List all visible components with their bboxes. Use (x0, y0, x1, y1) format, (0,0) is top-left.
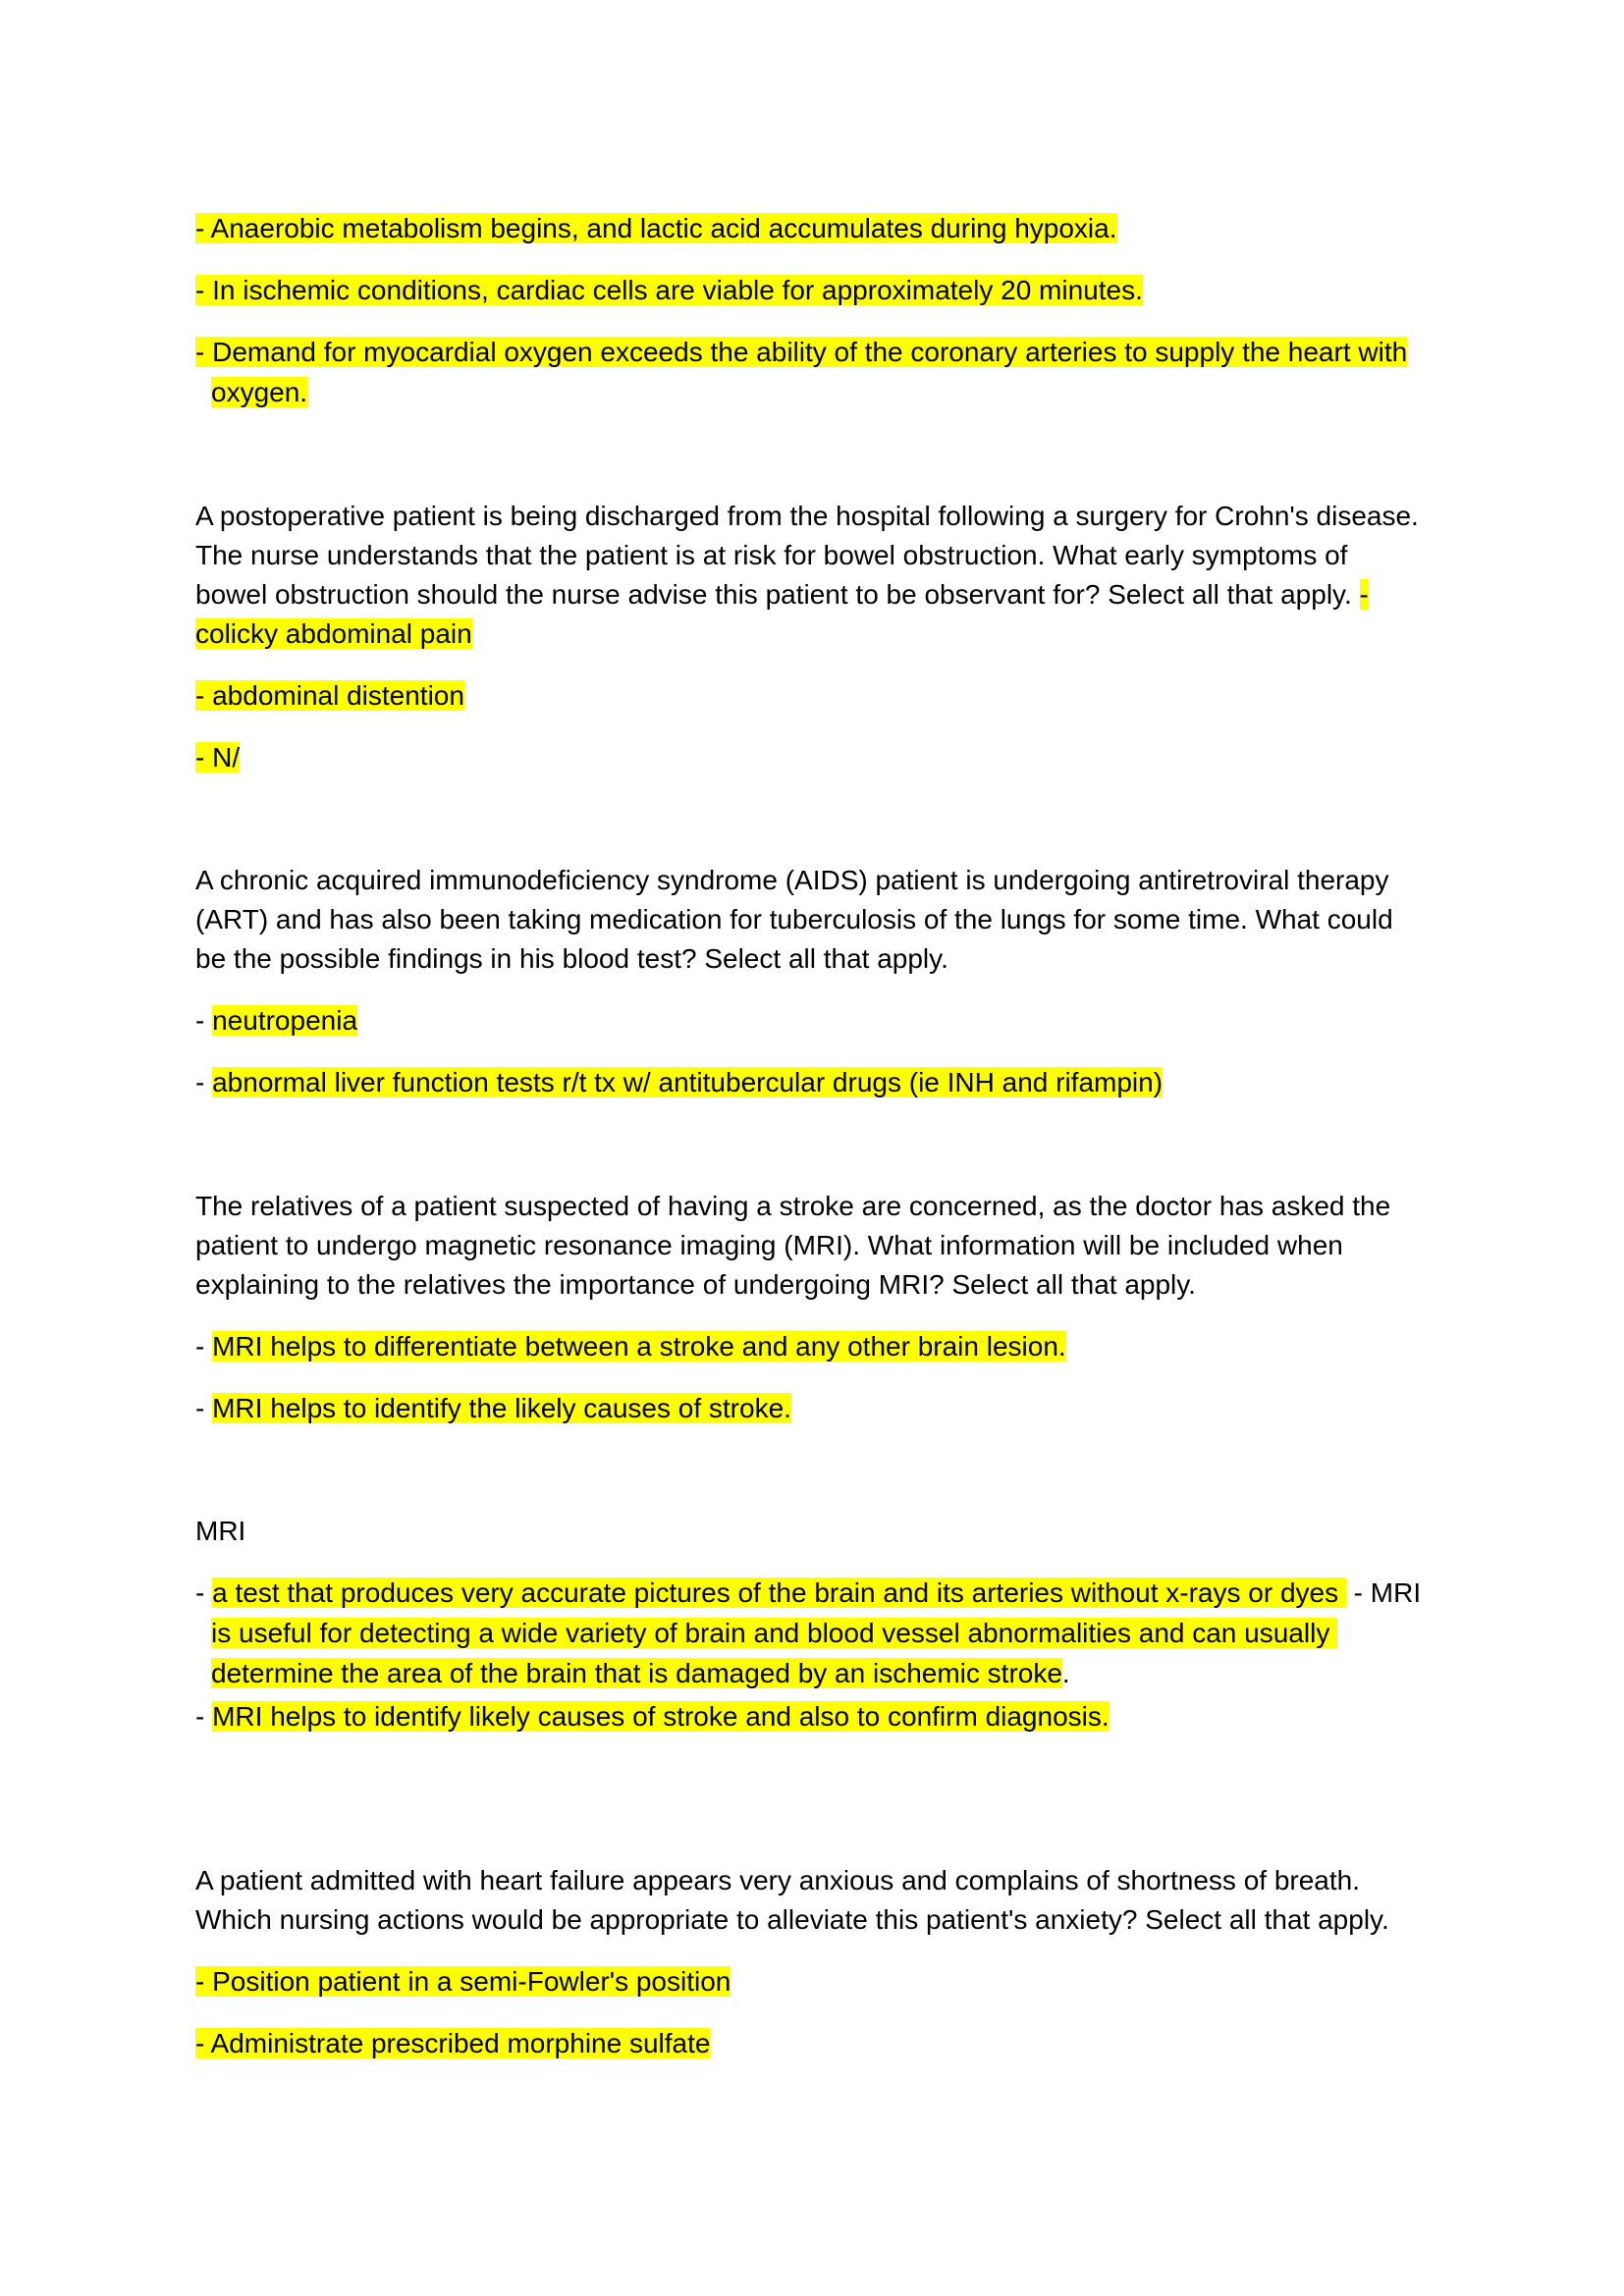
answer-line: - neutropenia (195, 1005, 358, 1036)
answer-line: - abdominal distention (195, 680, 464, 711)
question-line: The nurse understands that the patient is at risk for bowel obstruction. What early symptoms of (195, 540, 1348, 570)
question-line: patient to undergo magnetic resonance imaging (MRI). What information will be included when (195, 1230, 1343, 1260)
question-line: A patient admitted with heart failure appears very anxious and complains of shortness of breath. (195, 1865, 1361, 1896)
question-line: A postoperative patient is being discharged from the hospital following a surgery for Crohn's disease. (195, 501, 1419, 531)
question-line: The relatives of a patient suspected of having a stroke are concerned, as the doctor has asked the (195, 1191, 1391, 1221)
question-line: be the possible findings in his blood test? Select all that apply. (195, 943, 948, 974)
answer-line: oxygen. (211, 377, 308, 407)
question-line: Which nursing actions would be appropriate to alleviate this patient's anxiety? Select all that apply. (195, 1904, 1389, 1935)
definition-line: is useful for detecting a wide variety of brain and blood vessel abnormalities and can usually (211, 1614, 1337, 1653)
question-line: bowel obstruction should the nurse advise this patient to be observant for? Select all that apply. - (195, 579, 1369, 610)
question-line: explaining to the relatives the importance of undergoing MRI? Select all that apply. (195, 1269, 1196, 1300)
definition-line: - a test that produces very accurate pictures of the brain and its arteries without x-rays or dyes - MRI (195, 1577, 1422, 1608)
answer-line: - abnormal liver function tests r/t tx w/ antitubercular drugs (ie INH and rifampin) (195, 1067, 1164, 1097)
answer-line: colicky abdominal pain (195, 618, 472, 649)
answer-line: - MRI helps to identify the likely causes of stroke. (195, 1393, 791, 1423)
question-line: A chronic acquired immunodeficiency syndrome (AIDS) patient is undergoing antiretroviral therapy (195, 865, 1389, 895)
term-heading: MRI (195, 1516, 246, 1546)
answer-line: - Demand for myocardial oxygen exceeds the ability of the coronary arteries to supply the heart with (195, 337, 1408, 367)
answer-line: - Anaerobic metabolism begins, and lactic acid accumulates during hypoxia. (195, 213, 1117, 243)
definition-line: determine the area of the brain that is damaged by an ischemic stroke. (211, 1658, 1070, 1688)
definition-line: - MRI helps to identify likely causes of stroke and also to confirm diagnosis. (195, 1701, 1110, 1732)
answer-line: - In ischemic conditions, cardiac cells are viable for approximately 20 minutes. (195, 275, 1143, 305)
answer-line: - Administrate prescribed morphine sulfate (195, 2028, 711, 2058)
answer-line: - Position patient in a semi-Fowler's position (195, 1966, 731, 1997)
answer-line: - N/ (195, 742, 241, 773)
answer-line: - MRI helps to differentiate between a stroke and any other brain lesion. (195, 1331, 1066, 1362)
question-line: (ART) and has also been taking medication for tuberculosis of the lungs for some time. What could (195, 904, 1393, 934)
